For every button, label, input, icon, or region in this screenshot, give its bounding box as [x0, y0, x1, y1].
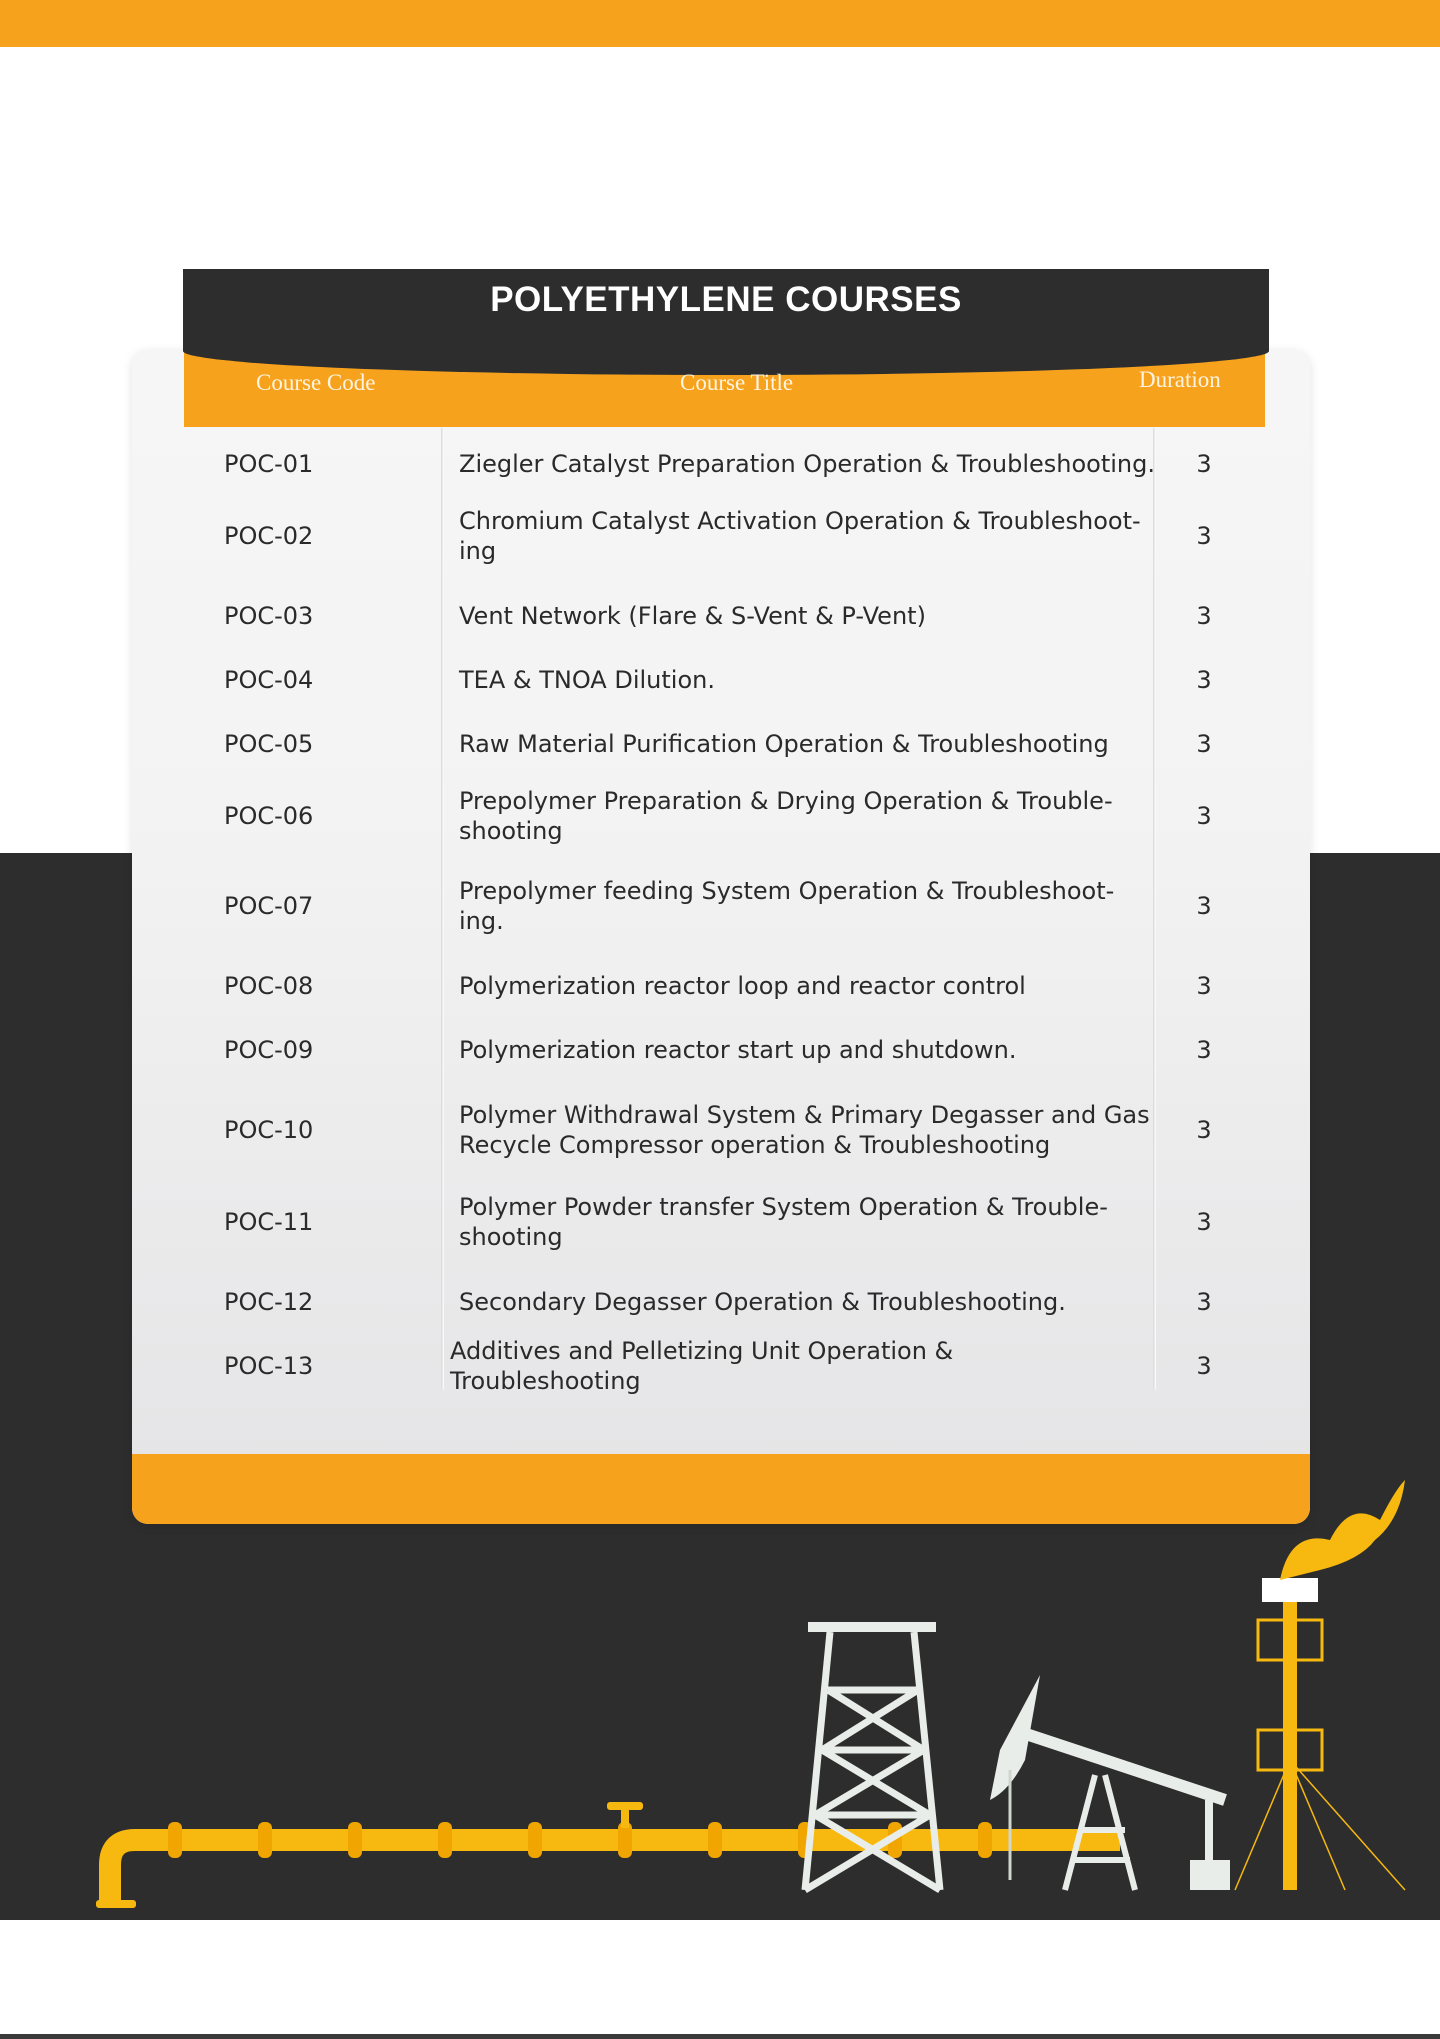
bottom-divider-line: [0, 2034, 1440, 2039]
table-row: [184, 440, 1265, 488]
table-row: [184, 1278, 1265, 1326]
course-code: POC-09: [224, 1036, 314, 1064]
course-duration: 3: [1196, 666, 1212, 694]
table-row: [184, 592, 1265, 640]
course-title: Vent Network (Flare & S-Vent & P-Vent): [459, 602, 926, 630]
course-title: Polymerization reactor loop and reactor control: [459, 972, 1026, 1000]
table-row: [184, 870, 1265, 942]
table-row: [184, 656, 1265, 704]
pipeline-icon: [96, 1802, 1120, 1908]
course-duration: 3: [1196, 1036, 1212, 1064]
table-row: [184, 720, 1265, 768]
course-duration: 3: [1196, 1352, 1212, 1380]
course-title: Additives and Pelletizing Unit Operation & Troubleshooting: [450, 1337, 954, 1395]
course-code: POC-12: [224, 1288, 314, 1316]
course-code: POC-04: [224, 666, 314, 694]
course-code: POC-11: [224, 1208, 314, 1236]
course-duration: 3: [1196, 892, 1212, 920]
table-row: [184, 1186, 1265, 1258]
oil-gas-illustration: [0, 1460, 1440, 1920]
column-header-title: Course Title: [680, 370, 794, 395]
course-code: POC-02: [224, 522, 314, 550]
table-row: [184, 962, 1265, 1010]
course-title: Polymerization reactor start up and shutdown.: [459, 1036, 1017, 1064]
course-code: POC-08: [224, 972, 314, 1000]
table-row: [184, 1337, 1265, 1395]
table-row: [184, 1094, 1265, 1166]
course-code: POC-05: [224, 730, 314, 758]
table-row: [184, 780, 1265, 852]
table-row: [184, 1026, 1265, 1074]
top-accent-bar: [0, 0, 1440, 47]
course-title: Chromium Catalyst Activation Operation & Troubleshoot- ing: [459, 507, 1141, 565]
page-title: POLYETHYLENE COURSES: [490, 280, 962, 319]
course-code: POC-03: [224, 602, 314, 630]
course-duration: 3: [1196, 1288, 1212, 1316]
course-title: Ziegler Catalyst Preparation Operation & Troubleshooting.: [459, 450, 1155, 478]
course-title: Secondary Degasser Operation & Troubleshooting.: [459, 1288, 1066, 1316]
course-code: POC-01: [224, 450, 314, 478]
course-code: POC-06: [224, 802, 314, 830]
flare-stack-icon: [1235, 1480, 1405, 1890]
course-duration: 3: [1196, 730, 1212, 758]
pumpjack-icon: [990, 1675, 1230, 1890]
course-title: Polymer Withdrawal System & Primary Degasser and Gas Recycle Compressor operation & Troubleshooting: [459, 1101, 1150, 1159]
course-duration: 3: [1196, 972, 1212, 1000]
course-title: Raw Material Purification Operation & Troubleshooting: [459, 730, 1109, 758]
course-duration: 3: [1196, 802, 1212, 830]
table-row: [184, 500, 1265, 572]
course-title: Polymer Powder transfer System Operation & Trouble- shooting: [459, 1193, 1108, 1251]
course-code: POC-07: [224, 892, 314, 920]
course-title: Prepolymer feeding System Operation & Troubleshoot- ing.: [459, 877, 1115, 935]
course-code: POC-13: [224, 1352, 314, 1380]
column-header-duration: Duration: [1139, 367, 1221, 392]
column-header-code: Course Code: [256, 370, 376, 395]
course-duration: 3: [1196, 1116, 1212, 1144]
course-duration: 3: [1196, 1208, 1212, 1236]
course-title: Prepolymer Preparation & Drying Operation & Trouble- shooting: [459, 787, 1113, 845]
course-duration: 3: [1196, 602, 1212, 630]
course-duration: 3: [1196, 450, 1212, 478]
course-code: POC-10: [224, 1116, 314, 1144]
course-duration: 3: [1196, 522, 1212, 550]
course-title: TEA & TNOA Dilution.: [459, 666, 715, 694]
